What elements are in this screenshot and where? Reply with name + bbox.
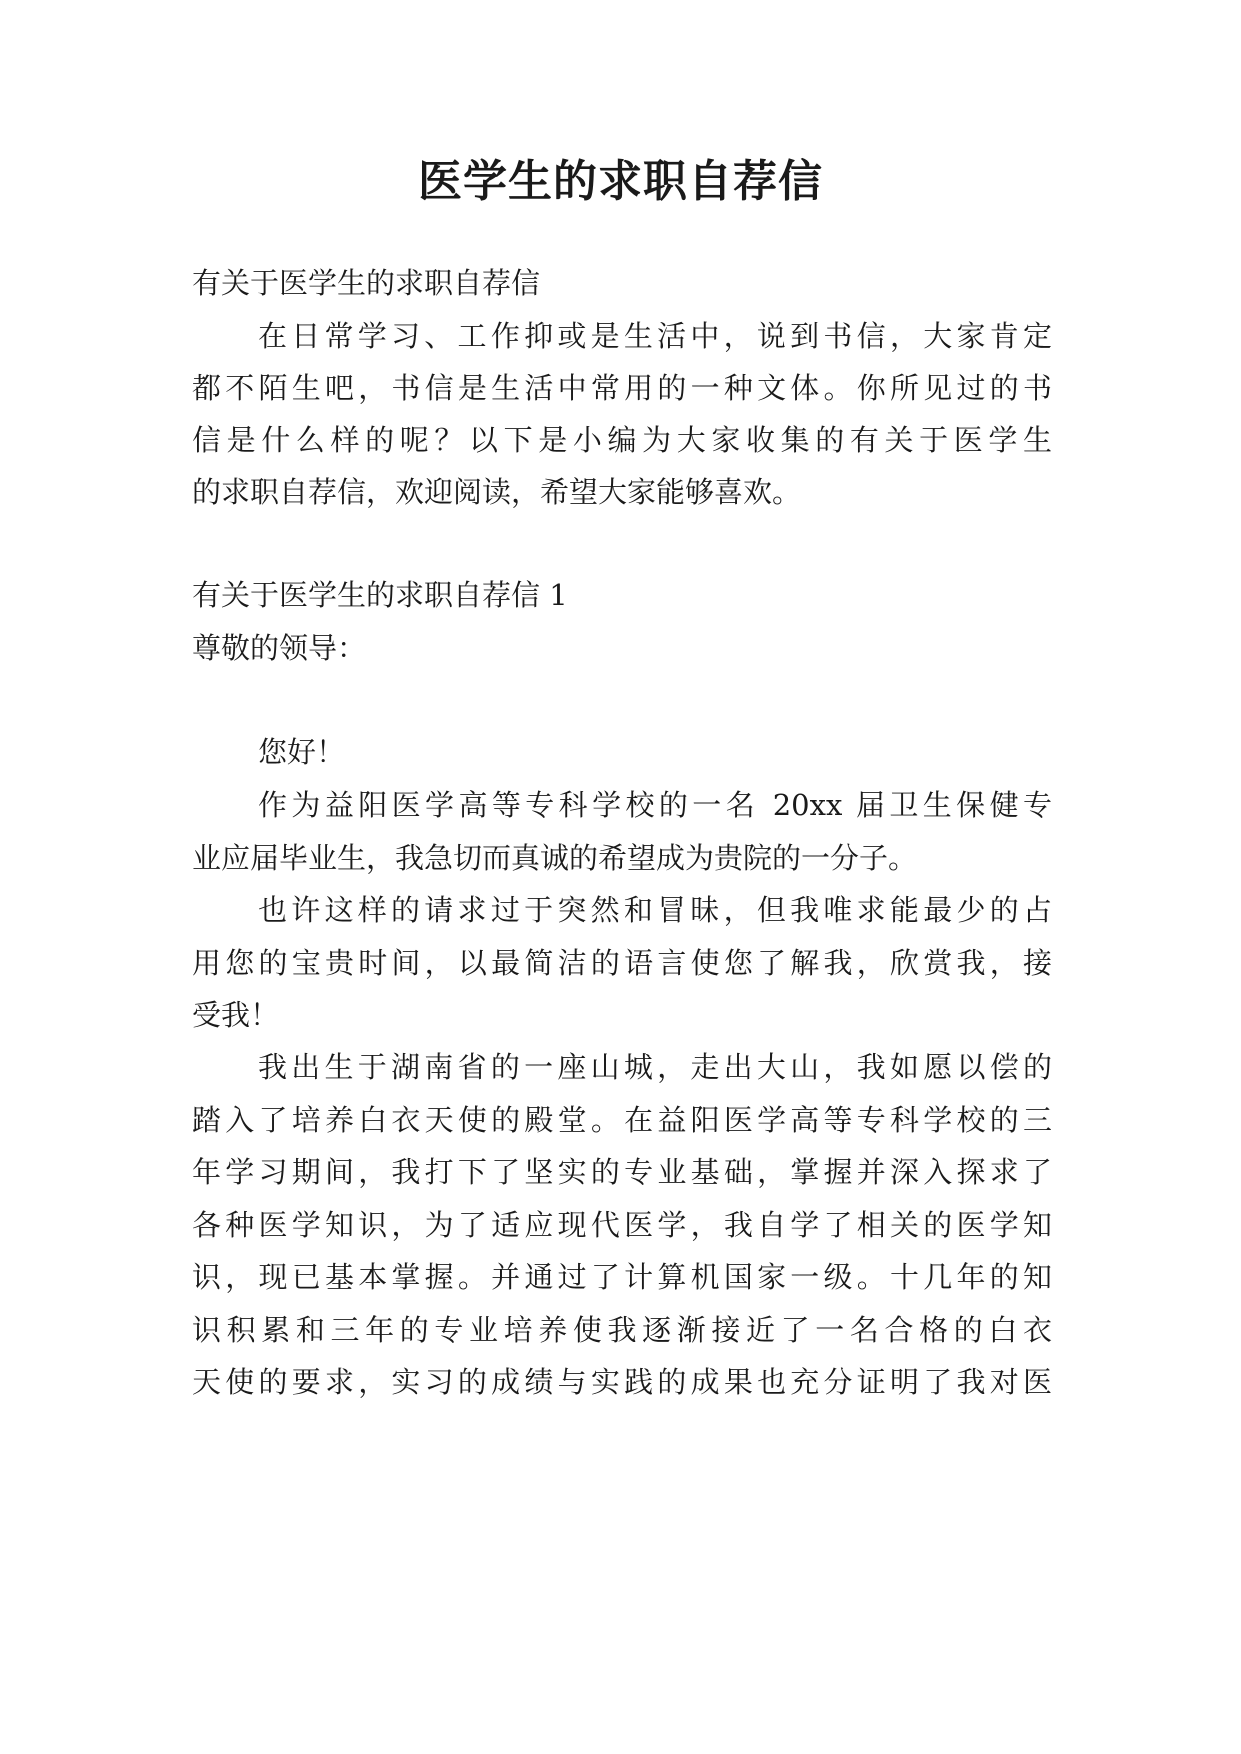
text-line: 我出生于湖南省的一座山城，走出大山，我如愿以偿的 [258, 1050, 1052, 1084]
text-line: 信是什么样的呢？以下是小编为大家收集的有关于医学生 [192, 423, 1052, 457]
text-line: 识，现已基本掌握。并通过了计算机国家一级。十几年的知 [192, 1260, 1052, 1294]
salutation: 尊敬的领导： [192, 631, 367, 665]
text-line: 踏入了培养白衣天使的殿堂。在益阳医学高等专科学校的三 [192, 1103, 1052, 1137]
text-line: 业应届毕业生，我急切而真诚的希望成为贵院的一分子。 [192, 841, 918, 875]
text-line: 都不陌生吧，书信是生活中常用的一种文体。你所见过的书 [192, 371, 1052, 405]
text-line: 用您的宝贵时间，以最简洁的语言使您了解我，欣赏我，接 [192, 946, 1052, 980]
text-line: 的求职自荐信，欢迎阅读，希望大家能够喜欢。 [192, 475, 802, 509]
page-title: 医学生的求职自荐信 [418, 156, 823, 207]
text-line: 识积累和三年的专业培养使我逐渐接近了一名合格的白衣 [192, 1313, 1052, 1347]
section-heading: 有关于医学生的求职自荐信 1 [192, 578, 568, 612]
text-line: 各种医学知识，为了适应现代医学，我自学了相关的医学知 [192, 1208, 1052, 1242]
text-line: 作为益阳医学高等专科学校的一名 20xx 届卫生保健专 [258, 788, 1052, 822]
text-line: 天使的要求，实习的成绩与实践的成果也充分证明了我对医 [192, 1365, 1052, 1399]
greeting: 您好！ [258, 735, 346, 769]
subtitle-line: 有关于医学生的求职自荐信 [192, 266, 541, 300]
text-line: 在日常学习、工作抑或是生活中，说到书信，大家肯定 [258, 319, 1052, 353]
text-line: 受我！ [192, 998, 280, 1032]
text-line: 年学习期间，我打下了坚实的专业基础，掌握并深入探求了 [192, 1155, 1052, 1189]
text-line: 也许这样的请求过于突然和冒昧，但我唯求能最少的占 [258, 893, 1052, 927]
